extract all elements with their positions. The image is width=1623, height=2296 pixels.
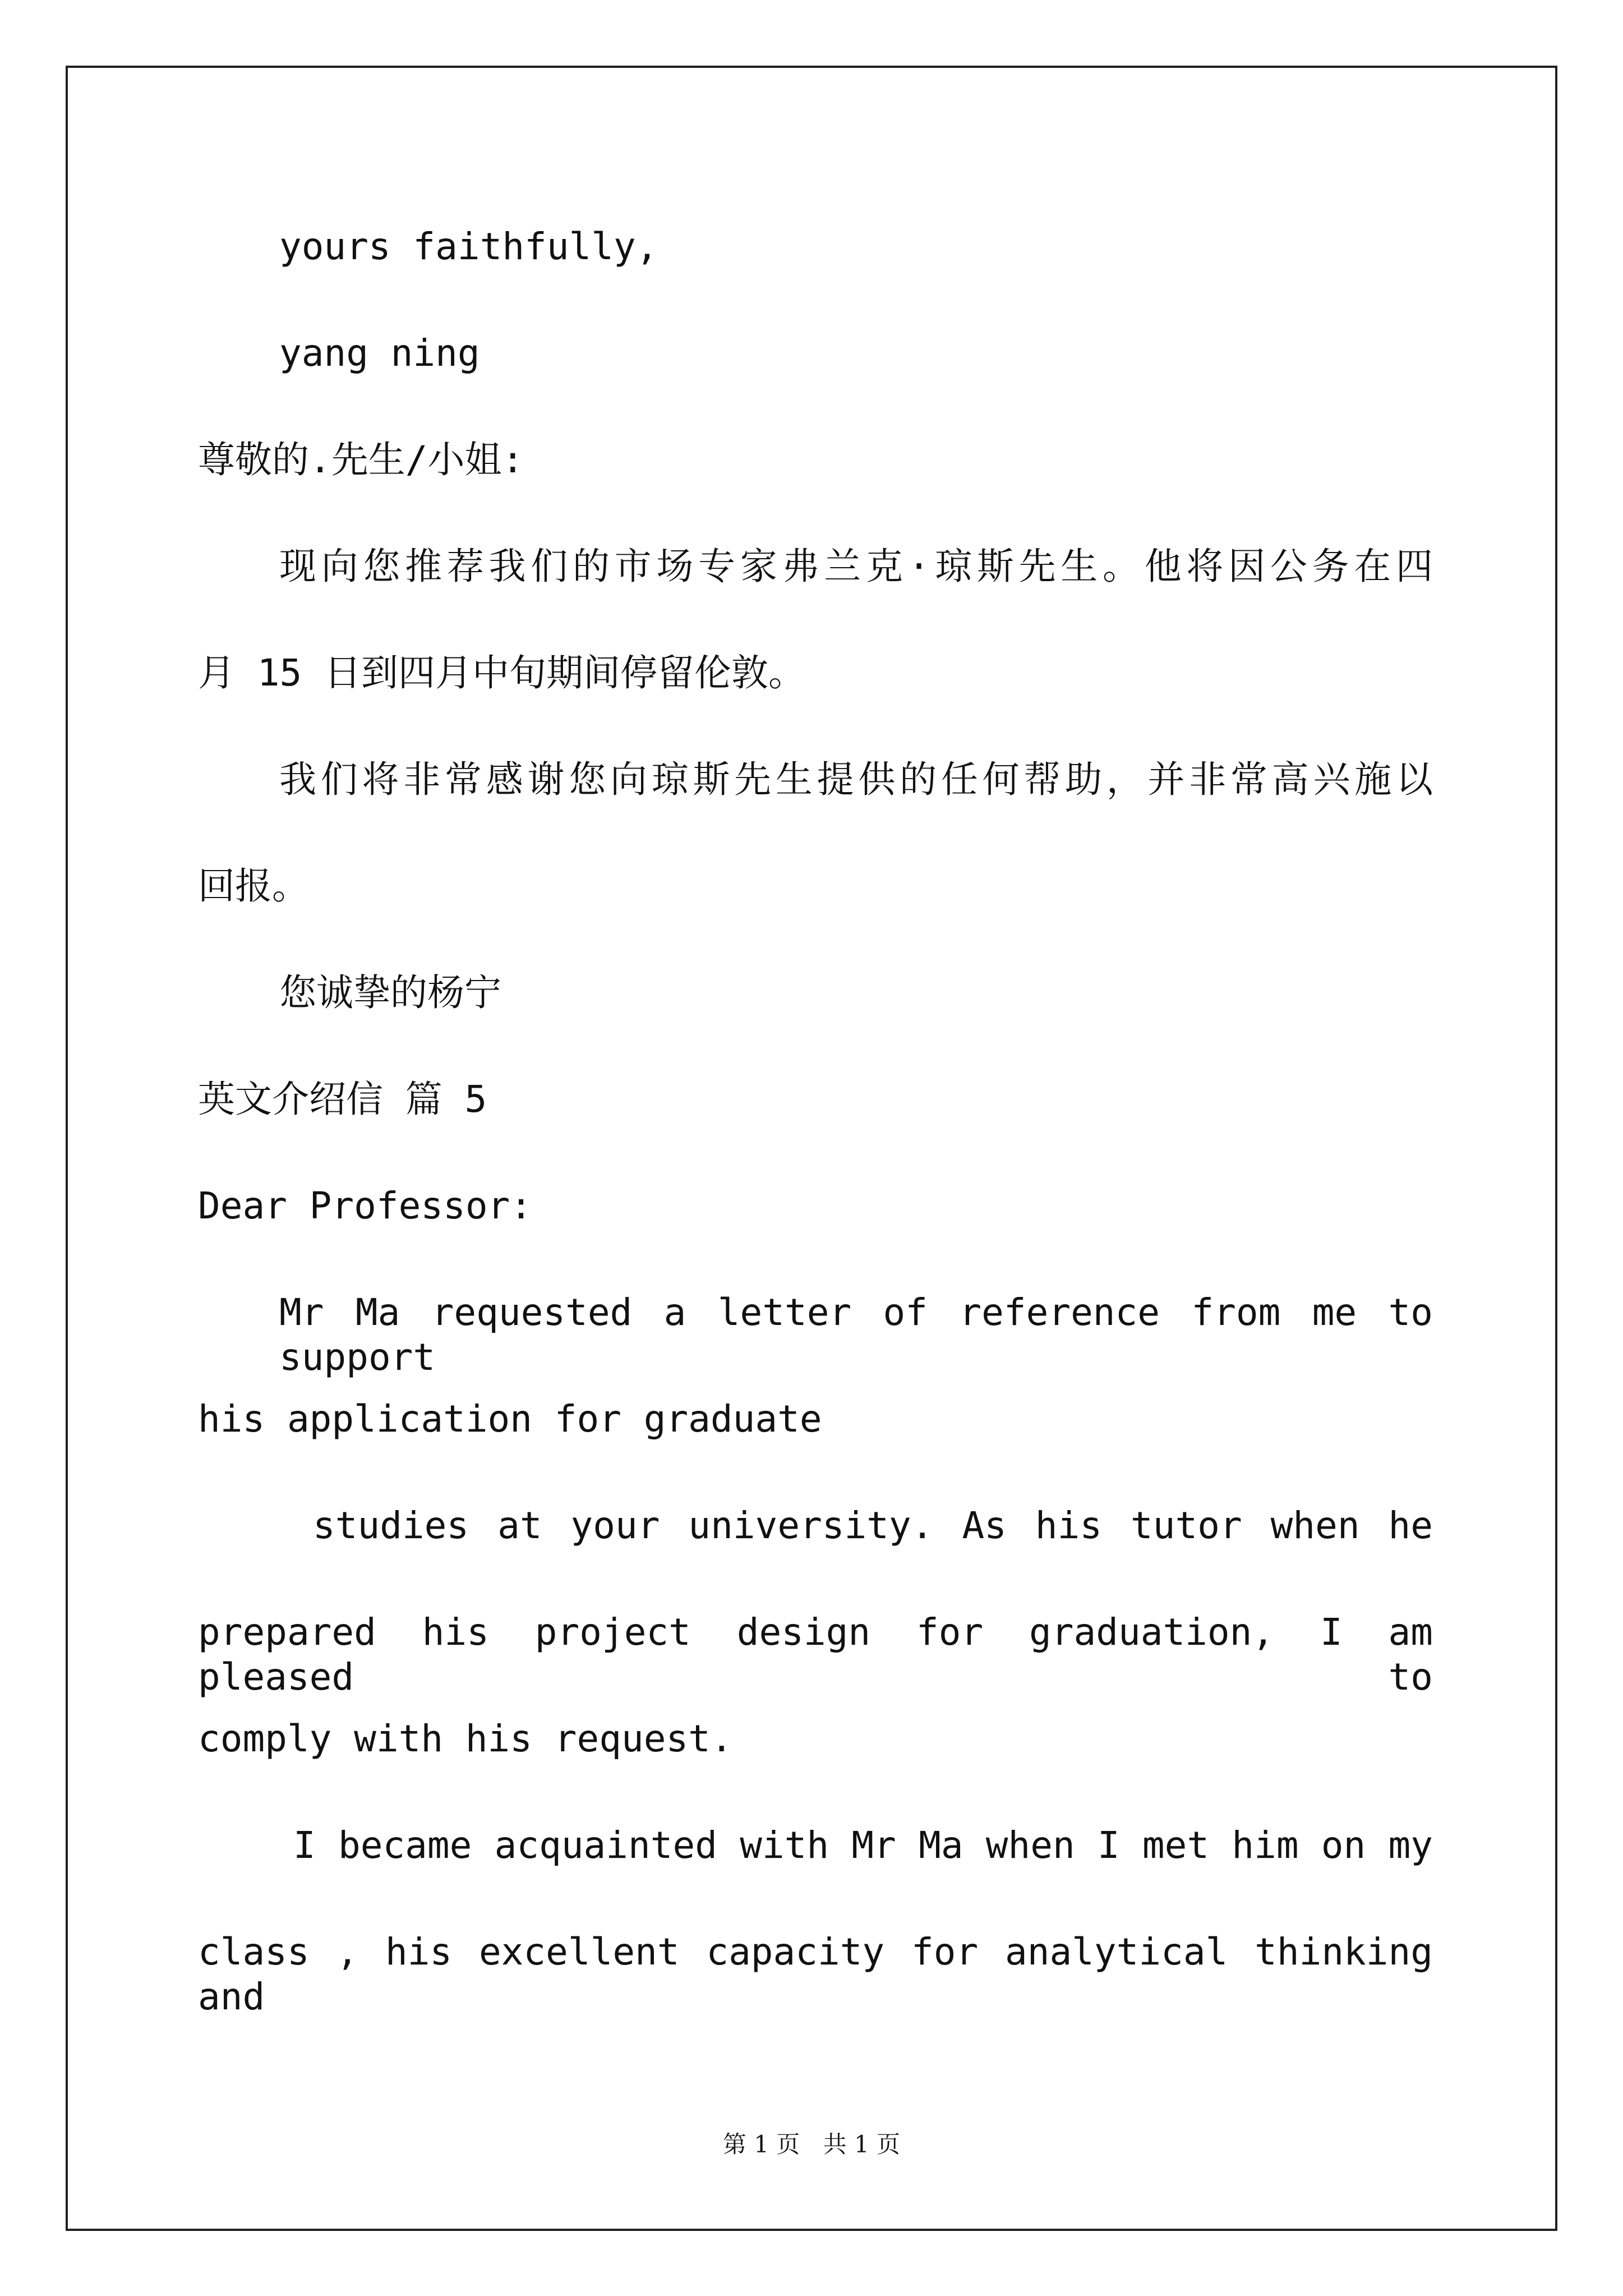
- salutation-chinese: 尊敬的.先生/小姐:: [198, 438, 524, 481]
- page-total: 共 1 页: [823, 2131, 901, 2158]
- closing-phrase: yours faithfully,: [279, 225, 658, 268]
- paragraph-line: Mr Ma requested a letter of reference from me to support: [279, 1291, 1433, 1379]
- paragraph-line: 现向您推荐我们的市场专家弗兰克·琼斯先生。他将因公务在四: [279, 545, 1433, 588]
- page-border: [66, 66, 1557, 2231]
- section-heading: 英文介绍信 篇 5: [198, 1078, 487, 1121]
- signature-name: yang ning: [279, 332, 480, 375]
- page-footer: [0, 2126, 1623, 2160]
- paragraph-line: his application for graduate: [198, 1397, 822, 1441]
- paragraph-line: 回报。: [198, 864, 309, 908]
- paragraph-line: comply with his request.: [198, 1717, 733, 1760]
- paragraph-line: 月 15 日到四月中旬期间停留伦敦。: [198, 651, 805, 694]
- paragraph-line: 我们将非常感谢您向琼斯先生提供的任何帮助，并非常高兴施以: [279, 758, 1433, 801]
- paragraph-line: studies at your university. As his tutor when he: [313, 1504, 1433, 1547]
- paragraph-line: class , his excellent capacity for analytical thinking and: [198, 1930, 1433, 2018]
- salutation-english: Dear Professor:: [198, 1184, 533, 1227]
- page-number: 第 1 页: [722, 2131, 800, 2158]
- paragraph-line: prepared his project design for graduation, I am pleased to: [198, 1611, 1433, 1699]
- closing-chinese: 您诚挚的杨宁: [279, 971, 501, 1014]
- paragraph-line: I became acquainted with Mr Ma when I met him on my: [293, 1824, 1433, 1867]
